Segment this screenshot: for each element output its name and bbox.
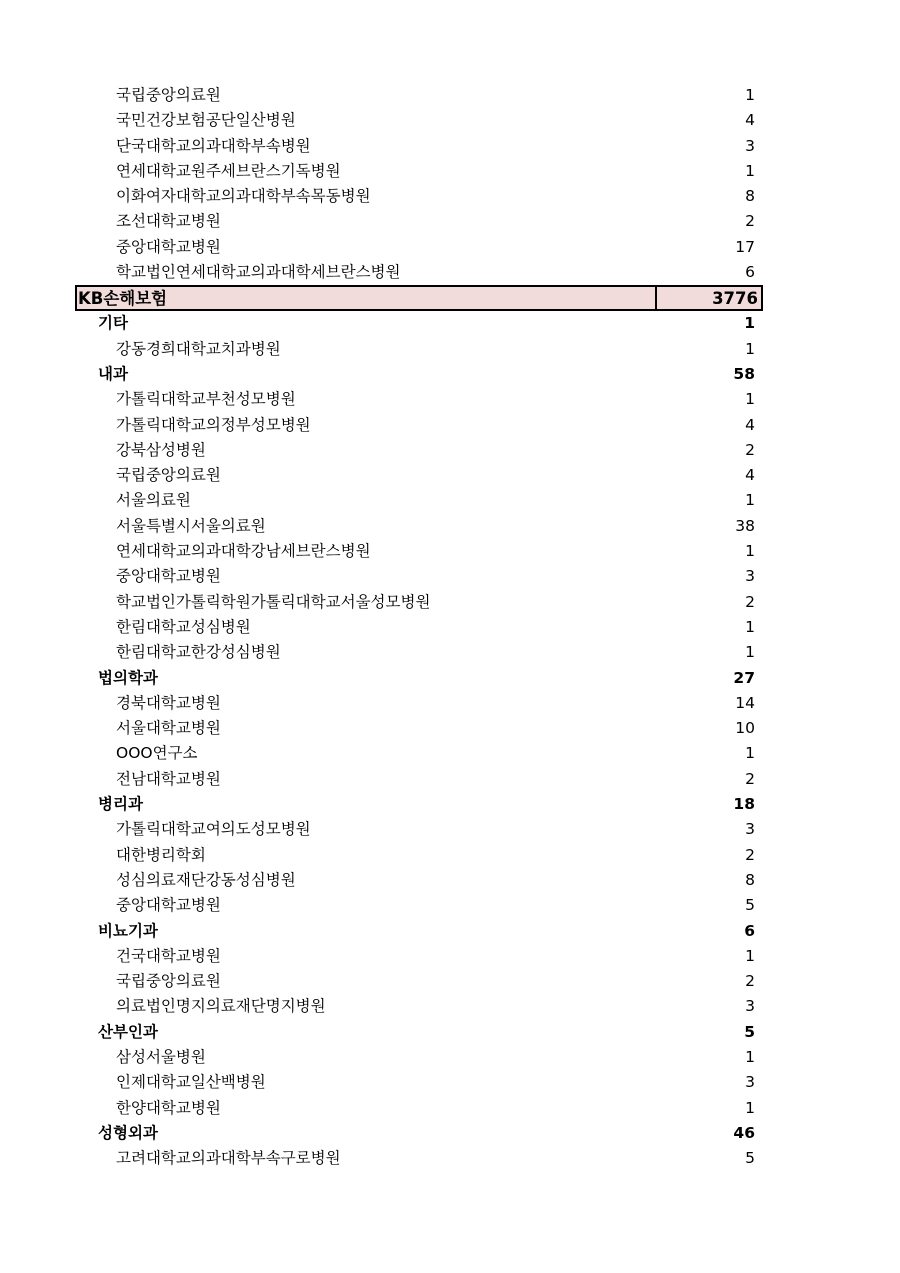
department-name: 법의학과: [98, 668, 158, 687]
hospital-name: 한양대학교병원: [116, 1098, 221, 1117]
hospital-row: [78, 235, 758, 260]
hospital-count: 1: [745, 1047, 755, 1066]
department-row: [78, 362, 758, 387]
hospital-row: [78, 817, 758, 842]
hospital-count: 2: [745, 592, 755, 611]
hospital-row: [78, 387, 758, 412]
hospital-row: [78, 615, 758, 640]
hospital-count: 38: [735, 516, 755, 535]
hospital-name: 국민건강보험공단일산병원: [116, 111, 296, 130]
hospital-count: 3: [745, 997, 755, 1016]
hospital-row: [78, 767, 758, 792]
hospital-name: 고려대학교의과대학부속구로병원: [116, 1149, 341, 1168]
hospital-name: 이화여자대학교의과대학부속목동병원: [116, 187, 371, 206]
hospital-name: 대한병리학회: [116, 845, 206, 864]
hospital-count: 1: [745, 390, 755, 409]
department-name: 산부인과: [98, 1022, 158, 1041]
hospital-count: 2: [745, 769, 755, 788]
hospital-name: 연세대학교의과대학강남세브란스병원: [116, 542, 371, 561]
hospital-count: 4: [745, 111, 755, 130]
hospital-name: 국립중앙의료원: [116, 86, 221, 104]
hospital-row: [78, 260, 758, 285]
hospital-row: [78, 640, 758, 665]
column-divider: [655, 287, 657, 309]
hospital-count: 1: [745, 1098, 755, 1117]
hospital-count: 4: [745, 466, 755, 485]
department-count: 5: [744, 1022, 755, 1041]
department-row: [78, 792, 758, 817]
hospital-name: 전남대학교병원: [116, 769, 221, 788]
department-name: 기타: [98, 314, 128, 333]
company-total-row: [75, 285, 763, 311]
hospital-name: 중앙대학교병원: [116, 237, 221, 256]
hospital-row: [78, 413, 758, 438]
hospital-count: 3: [745, 136, 755, 155]
hospital-count: 8: [745, 870, 755, 889]
hospital-row: [78, 184, 758, 209]
hospital-count: 1: [745, 617, 755, 636]
hospital-count: 5: [745, 1149, 755, 1168]
department-name: 병리과: [98, 795, 143, 814]
hospital-row: [78, 868, 758, 893]
company-name: KB손해보험: [78, 289, 168, 309]
department-count: 1: [744, 314, 755, 333]
department-row: [78, 1121, 758, 1146]
hospital-name: 가톨릭대학교의정부성모병원: [116, 415, 311, 434]
hospital-count: 1: [745, 542, 755, 561]
hospital-count: 6: [745, 263, 755, 282]
hospital-count: 3: [745, 567, 755, 586]
hospital-name: 조선대학교병원: [116, 212, 221, 231]
hospital-name: 강북삼성병원: [116, 440, 206, 459]
department-name: 내과: [98, 364, 128, 383]
department-count: 58: [733, 364, 755, 383]
hospital-row: [78, 994, 758, 1019]
hospital-count: 3: [745, 820, 755, 839]
hospital-row: [78, 741, 758, 766]
hospital-row: [78, 438, 758, 463]
hospital-row: [78, 514, 758, 539]
hospital-name: OOO연구소: [116, 744, 198, 763]
hospital-row: [78, 83, 758, 108]
hospital-count: 1: [745, 491, 755, 510]
hospital-row: [78, 337, 758, 362]
hospital-name: 가톨릭대학교여의도성모병원: [116, 820, 311, 839]
hospital-name: 인제대학교일산백병원: [116, 1073, 266, 1092]
hospital-row: [78, 944, 758, 969]
hospital-count: 4: [745, 415, 755, 434]
hospital-name: 성심의료재단강동성심병원: [116, 870, 296, 889]
hospital-count: 5: [745, 896, 755, 915]
hospital-row: [78, 463, 758, 488]
hospital-count: 2: [745, 440, 755, 459]
hospital-row: [78, 159, 758, 184]
hospital-row: [78, 488, 758, 513]
hospital-row: [78, 716, 758, 741]
hospital-count: 17: [735, 237, 755, 256]
hospital-count: 8: [745, 187, 755, 206]
hospital-name: 단국대학교의과대학부속병원: [116, 136, 311, 155]
hospital-count: 1: [745, 339, 755, 358]
hospital-row: [78, 843, 758, 868]
hospital-name: 학교법인가톨릭학원가톨릭대학교서울성모병원: [116, 592, 431, 611]
department-row: [78, 1020, 758, 1045]
hospital-count: 2: [745, 972, 755, 991]
hospital-name: 연세대학교원주세브란스기독병원: [116, 161, 341, 180]
hospital-row: [78, 1096, 758, 1121]
hospital-row: [78, 134, 758, 159]
hospital-row: [78, 209, 758, 234]
hospital-count: 1: [745, 161, 755, 180]
report-table: [78, 83, 758, 1171]
hospital-row: [78, 108, 758, 133]
department-row: [78, 311, 758, 336]
department-count: 6: [744, 921, 755, 940]
department-row: [78, 919, 758, 944]
hospital-name: 학교법인연세대학교의과대학세브란스병원: [116, 263, 401, 282]
hospital-name: 한림대학교한강성심병원: [116, 643, 281, 662]
hospital-name: 서울특별시서울의료원: [116, 516, 266, 535]
hospital-name: 강동경희대학교치과병원: [116, 339, 281, 358]
hospital-count: 2: [745, 212, 755, 231]
hospital-count: 1: [745, 86, 755, 104]
hospital-name: 중앙대학교병원: [116, 896, 221, 915]
hospital-name: 한림대학교성심병원: [116, 617, 251, 636]
hospital-count: 2: [745, 845, 755, 864]
hospital-count: 1: [745, 744, 755, 763]
hospital-count: 1: [745, 946, 755, 965]
company-count: 3776: [712, 289, 758, 309]
hospital-row: [78, 1070, 758, 1095]
hospital-name: 국립중앙의료원: [116, 972, 221, 991]
hospital-row: [78, 1146, 758, 1171]
hospital-name: 국립중앙의료원: [116, 466, 221, 485]
hospital-name: 중앙대학교병원: [116, 567, 221, 586]
hospital-name: 서울의료원: [116, 491, 191, 510]
department-name: 성형외과: [98, 1123, 158, 1142]
hospital-count: 3: [745, 1073, 755, 1092]
department-count: 18: [733, 795, 755, 814]
hospital-name: 건국대학교병원: [116, 946, 221, 965]
hospital-row: [78, 893, 758, 918]
department-row: [78, 666, 758, 691]
department-count: 27: [733, 668, 755, 687]
hospital-name: 삼성서울병원: [116, 1047, 206, 1066]
hospital-name: 경북대학교병원: [116, 693, 221, 712]
hospital-row: [78, 691, 758, 716]
hospital-count: 14: [735, 693, 755, 712]
hospital-name: 의료법인명지의료재단명지병원: [116, 997, 326, 1016]
department-name: 비뇨기과: [98, 921, 158, 940]
hospital-row: [78, 539, 758, 564]
hospital-count: 1: [745, 643, 755, 662]
hospital-name: 가톨릭대학교부천성모병원: [116, 390, 296, 409]
hospital-row: [78, 1045, 758, 1070]
hospital-row: [78, 590, 758, 615]
hospital-count: 10: [735, 719, 755, 738]
hospital-name: 서울대학교병원: [116, 719, 221, 738]
hospital-row: [78, 564, 758, 589]
department-count: 46: [733, 1123, 755, 1142]
hospital-row: [78, 969, 758, 994]
